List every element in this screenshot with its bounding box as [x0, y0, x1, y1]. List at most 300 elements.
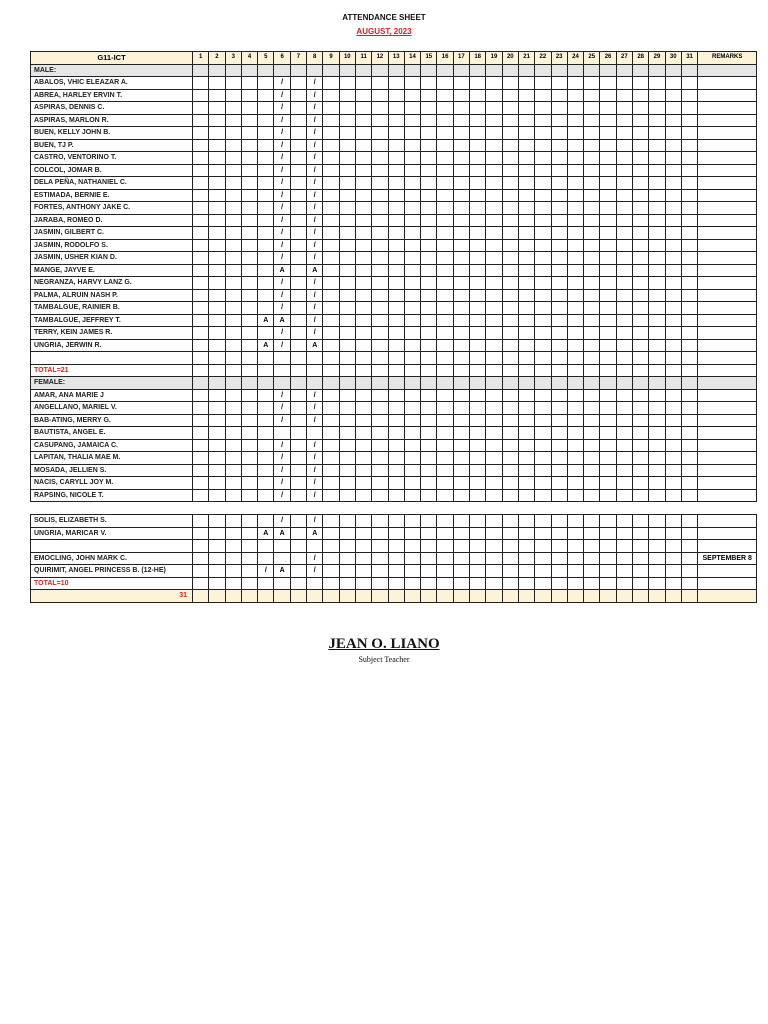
day-cell: [453, 352, 469, 365]
remarks-cell: [698, 527, 757, 540]
student-row: [31, 227, 757, 240]
day-cell: [355, 577, 371, 590]
day-cell: [307, 352, 323, 365]
attendance-mark: /: [274, 139, 290, 152]
day-cell: [681, 89, 697, 102]
day-cell: [681, 327, 697, 340]
day-cell: [388, 590, 404, 603]
day-cell: [665, 314, 681, 327]
day-cell: [584, 252, 600, 265]
day-cell: [681, 264, 697, 277]
day-cell: [193, 577, 209, 590]
day-cell: [486, 352, 502, 365]
student-row: [31, 552, 757, 565]
day-cell: [274, 540, 290, 553]
day-cell: [339, 77, 355, 90]
day-cell: [421, 464, 437, 477]
day-cell: [584, 302, 600, 315]
day-cell: [616, 114, 632, 127]
day-cell: [600, 377, 616, 390]
day-cell: [388, 164, 404, 177]
day-cell: [274, 352, 290, 365]
day-cell: [616, 515, 632, 528]
day-cell: [209, 139, 225, 152]
day-cell: [502, 177, 518, 190]
day-cell: [388, 289, 404, 302]
student-row: [31, 515, 757, 528]
day-cell: [616, 314, 632, 327]
day-cell: [453, 590, 469, 603]
day-cell: [323, 289, 339, 302]
day-cell: [193, 389, 209, 402]
day-cell: [421, 152, 437, 165]
day-cell: [551, 452, 567, 465]
day-cell: [649, 114, 665, 127]
day-cell: [633, 427, 649, 440]
day-cell: [600, 177, 616, 190]
day-cell: [404, 102, 420, 115]
day-cell: [323, 277, 339, 290]
attendance-table: [30, 51, 757, 603]
day-cell: [551, 177, 567, 190]
day-cell: [633, 565, 649, 578]
day-cell: [665, 527, 681, 540]
day-cell: [584, 314, 600, 327]
day-header-16: 16: [437, 52, 453, 65]
day-cell: [681, 139, 697, 152]
day-cell: [567, 314, 583, 327]
day-cell: [372, 214, 388, 227]
attendance-mark: /: [307, 77, 323, 90]
day-cell: [209, 264, 225, 277]
day-cell: [421, 439, 437, 452]
remarks-cell: [698, 264, 757, 277]
student-row: [31, 189, 757, 202]
attendance-mark: A: [307, 527, 323, 540]
day-cell: [567, 139, 583, 152]
day-cell: [665, 139, 681, 152]
day-header-4: 4: [241, 52, 257, 65]
day-cell: [404, 389, 420, 402]
day-cell: [193, 327, 209, 340]
day-cell: [470, 452, 486, 465]
day-cell: [372, 364, 388, 377]
day-cell: [209, 402, 225, 415]
day-cell: [323, 552, 339, 565]
day-cell: [323, 590, 339, 603]
remarks-cell: [698, 239, 757, 252]
day-cell: [421, 114, 437, 127]
day-cell: [421, 189, 437, 202]
day-cell: [290, 102, 306, 115]
remarks-cell: [698, 577, 757, 590]
day-cell: [616, 227, 632, 240]
day-cell: [437, 289, 453, 302]
day-cell: [518, 227, 534, 240]
day-header-30: 30: [665, 52, 681, 65]
day-cell: [241, 452, 257, 465]
day-cell: [502, 427, 518, 440]
day-cell: [193, 177, 209, 190]
day-cell: [388, 414, 404, 427]
attendance-mark: /: [274, 489, 290, 502]
day-cell: [502, 577, 518, 590]
day-cell: [388, 127, 404, 140]
day-cell: [681, 339, 697, 352]
day-cell: [453, 239, 469, 252]
day-cell: [470, 277, 486, 290]
day-cell: [502, 389, 518, 402]
day-header-26: 26: [600, 52, 616, 65]
day-cell: [600, 89, 616, 102]
day-cell: [470, 515, 486, 528]
day-cell: [372, 289, 388, 302]
day-cell: [241, 177, 257, 190]
day-cell: [404, 252, 420, 265]
day-cell: [437, 427, 453, 440]
attendance-mark: /: [307, 302, 323, 315]
day-cell: [567, 414, 583, 427]
day-cell: [600, 152, 616, 165]
day-cell: [453, 439, 469, 452]
student-name: NEGRANZA, HARVY LANZ G.: [31, 277, 193, 290]
day-cell: [290, 590, 306, 603]
day-cell: [323, 139, 339, 152]
day-cell: [551, 314, 567, 327]
day-cell: [551, 389, 567, 402]
day-cell: [372, 189, 388, 202]
day-cell: [421, 402, 437, 415]
attendance-mark: /: [307, 127, 323, 140]
attendance-mark: /: [274, 164, 290, 177]
day-cell: [567, 64, 583, 77]
day-cell: [453, 489, 469, 502]
day-cell: [323, 377, 339, 390]
day-cell: [470, 565, 486, 578]
day-cell: [486, 177, 502, 190]
day-cell: [225, 139, 241, 152]
day-cell: [225, 127, 241, 140]
day-cell: [470, 590, 486, 603]
day-cell: [649, 302, 665, 315]
day-cell: [323, 114, 339, 127]
day-cell: [209, 552, 225, 565]
day-cell: [339, 527, 355, 540]
student-name: LAPITAN, THALIA MAE M.: [31, 452, 193, 465]
day-cell: [355, 552, 371, 565]
day-cell: [551, 77, 567, 90]
day-cell: [258, 540, 274, 553]
student-row: [31, 314, 757, 327]
day-cell: [486, 89, 502, 102]
day-cell: [486, 77, 502, 90]
student-name: QUIRIMIT, ANGEL PRINCESS B. (12-HE): [31, 565, 193, 578]
day-cell: [518, 565, 534, 578]
day-cell: [241, 214, 257, 227]
day-cell: [307, 590, 323, 603]
day-cell: [388, 527, 404, 540]
day-cell: [290, 402, 306, 415]
day-cell: [339, 590, 355, 603]
day-cell: [437, 540, 453, 553]
day-cell: [502, 402, 518, 415]
day-cell: [633, 402, 649, 415]
attendance-mark: /: [274, 515, 290, 528]
day-cell: [404, 439, 420, 452]
day-cell: [274, 590, 290, 603]
day-cell: [616, 64, 632, 77]
day-cell: [404, 302, 420, 315]
day-cell: [600, 64, 616, 77]
day-cell: [502, 277, 518, 290]
attendance-mark: /: [274, 302, 290, 315]
day-cell: [535, 289, 551, 302]
day-cell: [339, 314, 355, 327]
day-cell: [584, 464, 600, 477]
day-cell: [502, 252, 518, 265]
day-cell: [681, 489, 697, 502]
day-cell: [437, 152, 453, 165]
day-cell: [584, 152, 600, 165]
day-cell: [209, 102, 225, 115]
day-cell: [665, 414, 681, 427]
day-cell: [518, 214, 534, 227]
day-cell: [649, 339, 665, 352]
day-cell: [453, 164, 469, 177]
day-cell: [241, 402, 257, 415]
day-cell: [584, 389, 600, 402]
day-cell: [339, 402, 355, 415]
day-cell: [665, 239, 681, 252]
day-cell: [193, 515, 209, 528]
student-row: [31, 402, 757, 415]
remarks-cell: [698, 314, 757, 327]
day-cell: [372, 77, 388, 90]
day-cell: [681, 252, 697, 265]
day-cell: [486, 64, 502, 77]
day-cell: [486, 464, 502, 477]
day-cell: [502, 227, 518, 240]
day-cell: [502, 302, 518, 315]
day-cell: [421, 577, 437, 590]
day-cell: [388, 515, 404, 528]
day-cell: [453, 202, 469, 215]
day-cell: [225, 452, 241, 465]
day-cell: [421, 139, 437, 152]
day-cell: [339, 102, 355, 115]
day-cell: [437, 77, 453, 90]
attendance-mark: /: [307, 289, 323, 302]
day-cell: [486, 202, 502, 215]
day-cell: [665, 114, 681, 127]
day-cell: [535, 327, 551, 340]
day-cell: [274, 552, 290, 565]
day-cell: [616, 252, 632, 265]
day-header-14: 14: [404, 52, 420, 65]
remarks-cell: [698, 252, 757, 265]
day-cell: [633, 414, 649, 427]
day-cell: [225, 277, 241, 290]
attendance-mark: /: [307, 402, 323, 415]
day-cell: [600, 402, 616, 415]
day-cell: [421, 352, 437, 365]
day-cell: [633, 264, 649, 277]
day-cell: [518, 202, 534, 215]
day-cell: [518, 590, 534, 603]
day-cell: [567, 540, 583, 553]
day-cell: [502, 515, 518, 528]
student-name: EMOCLING, JOHN MARK C.: [31, 552, 193, 565]
day-cell: [616, 427, 632, 440]
day-cell: [225, 102, 241, 115]
day-cell: [241, 164, 257, 177]
attendance-mark: /: [307, 189, 323, 202]
attendance-mark: /: [274, 414, 290, 427]
day-header-25: 25: [584, 52, 600, 65]
day-cell: [502, 289, 518, 302]
day-cell: [567, 77, 583, 90]
day-cell: [518, 239, 534, 252]
day-cell: [404, 139, 420, 152]
day-cell: [600, 364, 616, 377]
day-cell: [681, 277, 697, 290]
day-cell: [470, 239, 486, 252]
day-cell: [649, 377, 665, 390]
remarks-cell: [698, 565, 757, 578]
day-cell: [665, 302, 681, 315]
day-cell: [225, 252, 241, 265]
attendance-mark: /: [274, 239, 290, 252]
day-cell: [616, 277, 632, 290]
day-cell: [258, 89, 274, 102]
day-cell: [388, 364, 404, 377]
attendance-mark: /: [274, 214, 290, 227]
day-cell: [437, 302, 453, 315]
day-cell: [404, 289, 420, 302]
remarks-cell: [698, 339, 757, 352]
day-cell: [453, 364, 469, 377]
day-cell: [241, 227, 257, 240]
day-cell: [307, 364, 323, 377]
day-cell: [681, 202, 697, 215]
day-cell: [616, 477, 632, 490]
day-cell: [339, 414, 355, 427]
day-cell: [339, 327, 355, 340]
day-cell: [437, 515, 453, 528]
day-cell: [355, 164, 371, 177]
day-cell: [502, 64, 518, 77]
day-cell: [486, 302, 502, 315]
day-cell: [404, 540, 420, 553]
grand-total-row: [31, 590, 757, 603]
day-cell: [535, 352, 551, 365]
day-cell: [388, 452, 404, 465]
day-cell: [633, 577, 649, 590]
day-cell: [404, 515, 420, 528]
day-cell: [681, 377, 697, 390]
attendance-mark: /: [307, 164, 323, 177]
day-cell: [388, 477, 404, 490]
day-cell: [421, 314, 437, 327]
day-cell: [307, 577, 323, 590]
attendance-mark: /: [307, 152, 323, 165]
day-cell: [470, 489, 486, 502]
day-cell: [290, 427, 306, 440]
day-cell: [535, 414, 551, 427]
day-cell: [323, 302, 339, 315]
day-cell: [551, 114, 567, 127]
attendance-mark: A: [274, 314, 290, 327]
student-row: [31, 277, 757, 290]
day-cell: [372, 64, 388, 77]
day-cell: [633, 177, 649, 190]
day-cell: [486, 540, 502, 553]
day-cell: [323, 515, 339, 528]
day-cell: [567, 452, 583, 465]
day-cell: [307, 540, 323, 553]
day-cell: [355, 364, 371, 377]
student-name: ASPIRAS, MARLON R.: [31, 114, 193, 127]
day-cell: [551, 439, 567, 452]
day-header-5: 5: [258, 52, 274, 65]
day-cell: [502, 414, 518, 427]
day-cell: [567, 152, 583, 165]
day-cell: [274, 64, 290, 77]
day-cell: [681, 540, 697, 553]
student-name: JASMIN, RODOLFO S.: [31, 239, 193, 252]
attendance-mark: /: [274, 389, 290, 402]
day-cell: [355, 114, 371, 127]
student-row: [31, 252, 757, 265]
day-cell: [600, 164, 616, 177]
day-cell: [437, 164, 453, 177]
day-cell: [372, 239, 388, 252]
day-cell: [551, 127, 567, 140]
day-header-15: 15: [421, 52, 437, 65]
day-cell: [665, 452, 681, 465]
day-cell: [225, 214, 241, 227]
student-row: [31, 164, 757, 177]
day-cell: [404, 89, 420, 102]
day-cell: [486, 389, 502, 402]
day-cell: [486, 127, 502, 140]
day-cell: [616, 377, 632, 390]
day-cell: [225, 590, 241, 603]
day-cell: [290, 127, 306, 140]
student-name: PALMA, ALRUIN NASH P.: [31, 289, 193, 302]
day-cell: [518, 264, 534, 277]
day-cell: [584, 127, 600, 140]
day-cell: [355, 402, 371, 415]
day-cell: [193, 414, 209, 427]
day-cell: [388, 189, 404, 202]
attendance-mark: A: [258, 339, 274, 352]
day-cell: [567, 427, 583, 440]
day-cell: [535, 127, 551, 140]
day-cell: [323, 577, 339, 590]
attendance-mark: /: [274, 202, 290, 215]
day-cell: [600, 239, 616, 252]
day-cell: [649, 202, 665, 215]
day-cell: [551, 152, 567, 165]
day-cell: [567, 177, 583, 190]
day-cell: [404, 264, 420, 277]
student-row: [31, 452, 757, 465]
day-cell: [404, 189, 420, 202]
day-cell: [290, 540, 306, 553]
day-cell: [535, 102, 551, 115]
day-cell: [535, 139, 551, 152]
